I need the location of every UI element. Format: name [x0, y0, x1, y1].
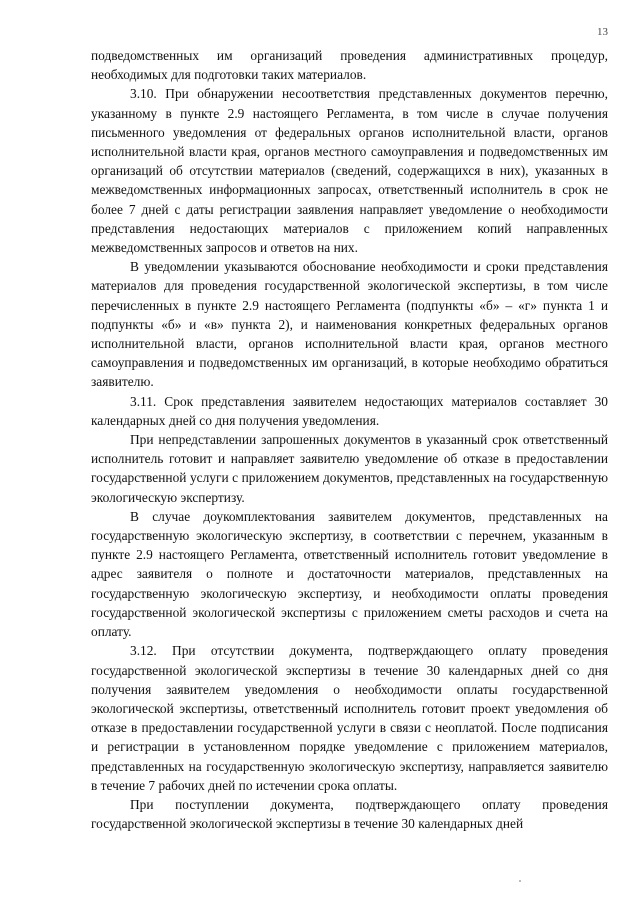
- scan-speck: [519, 880, 521, 882]
- document-body: [91, 46, 608, 833]
- page-number: 13: [597, 26, 608, 38]
- paragraph-3-11: 3.11. Срок представления заявителем недостающих материалов составляет 30 календарных дней со дня получения уведомления.: [91, 393, 608, 428]
- paragraph-completion: В случае доукомплектования заявителем документов, представленных на государственную экологическую экспертизу, в соответствии с перечнем, указанным в пункте 2.9 настоящего Регламента, ответственный исполнитель готовит уведомление в адрес заявителя о полноте и достаточности материалов, представленных на государственную экологическую экспертизу, и необходимости оплаты проведения государственной экологической экспертизы с приложением сметы расходов и счета на оплату.: [91, 508, 608, 640]
- paragraph-payment-receipt: При поступлении документа, подтверждающего оплату проведения государственной экологической экспертизы в течение 30 календарных дней: [91, 796, 608, 832]
- paragraph-continuation: подведомственных им организаций проведения административных процедур, необходимых для подготовки таких материалов.: [91, 48, 608, 83]
- paragraph-3-10: 3.10. При обнаружении несоответствия представленных документов перечню, указанному в пункте 2.9 настоящего Регламента, в том числе в случае получения письменного уведомления от федеральных органов исполнительной власти, органов исполнительной власти края, органов местного самоуправления и подведомственных им организаций об отсутствии материалов (сведений, содержащихся в них), указанных в межведомственных информационных запросах, ответственный исполнитель в срок не более 7 дней с даты регистрации заявления направляет уведомление о необходимости представления недостающих материалов с приложением копий направленных межведомственных запросов и ответов на них.: [91, 86, 608, 256]
- paragraph-notification-content: В уведомлении указываются обоснование необходимости и сроки представления материалов для проведения государственной экологической экспертизы, в том числе перечисленных в пункте 2.9 настоящего Регламента (подпункты «б» – «г» пункта 1 и подпункты «б» и «в» пункта 2), и наименования конкретных федеральных органов исполнительной власти, органов исполнительной власти края, органов местного самоуправления и подведомственных им организаций, в которые необходимо обратиться заявителю.: [91, 259, 608, 390]
- paragraph-non-submission: При непредставлении запрошенных документов в указанный срок ответственный исполнитель готовит и направляет заявителю уведомление об отказе в предоставлении государственной услуги с приложением документов, представленных на государственную экологическую экспертизу.: [91, 432, 608, 505]
- paragraph-3-12: 3.12. При отсутствии документа, подтверждающего оплату проведения государственной экологической экспертизы в течение 30 календарных дней со дня получения заявителем уведомления о необходимости оплаты государственной экологической экспертизы, ответственный исполнитель готовит проект уведомления об отказе в предоставлении государственной услуги в связи с неоплатой. После подписания и регистрации в установленном порядке уведомление с приложением материалов, представленных на государственную экологическую экспертизу, направляется заявителю в течение 7 рабочих дней по истечении срока оплаты.: [91, 643, 608, 793]
